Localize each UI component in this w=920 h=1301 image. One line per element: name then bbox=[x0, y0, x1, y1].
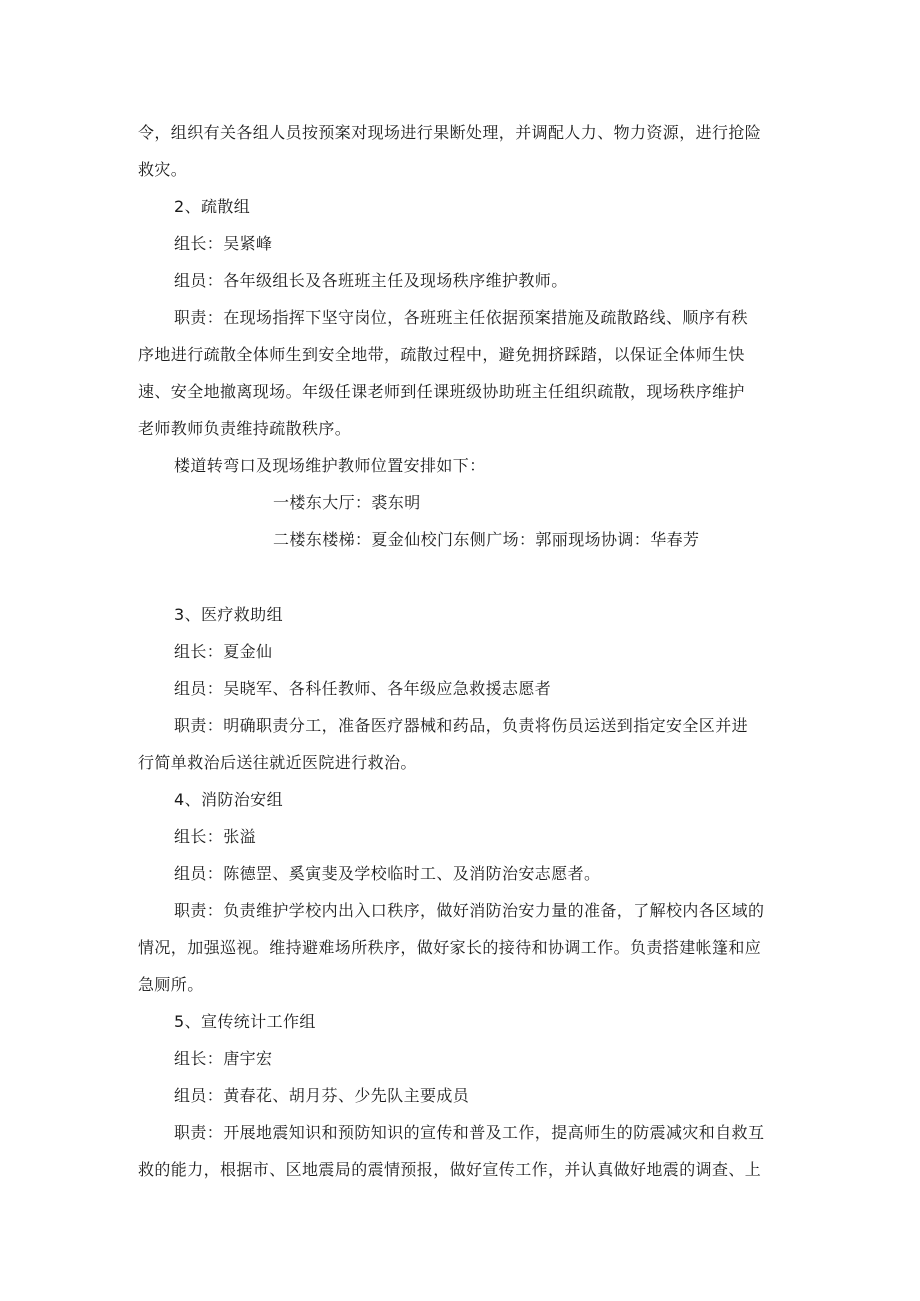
publicity-leader: 组长：唐宇宏 bbox=[174, 1049, 273, 1068]
blank-line bbox=[138, 558, 783, 596]
position-entry: 二楼东楼梯：夏金仙校门东侧广场：郭丽现场协调：华春芳 bbox=[273, 530, 700, 549]
fire-security-duty-line: 情况，加强巡视。维持避难场所秩序，做好家长的接待和协调工作。负责搭建帐篷和应 bbox=[138, 938, 762, 957]
section-heading-fire-security: 4、消防治安组 bbox=[174, 790, 283, 809]
fire-security-leader: 组长：张溢 bbox=[174, 827, 257, 846]
evacuation-duty-line: 速、安全地撤离现场。年级任课老师到任课班级协助班主任组织疏散，现场秩序维护 bbox=[138, 382, 745, 401]
medical-duty-line: 行简单救治后送往就近医院进行救治。 bbox=[138, 753, 417, 772]
evacuation-duty-line: 老师教师负责维持疏散秩序。 bbox=[138, 419, 352, 438]
positions-intro: 楼道转弯口及现场维护教师位置安排如下： bbox=[174, 456, 486, 475]
publicity-members: 组员：黄春花、胡月芬、少先队主要成员 bbox=[174, 1086, 470, 1105]
evacuation-duty-line: 序地进行疏散全体师生到安全地带，疏散过程中，避免拥挤踩踏，以保证全体师生快 bbox=[138, 345, 745, 364]
publicity-duty-line: 职责：开展地震知识和预防知识的宣传和普及工作，提高师生的防震减灾和自救互 bbox=[174, 1123, 765, 1142]
intro-line: 令，组织有关各组人员按预案对现场进行果断处理，并调配人力、物力资源，进行抢险 bbox=[138, 123, 762, 142]
publicity-duty-line: 救的能力，根据市、区地震局的震情预报，做好宣传工作，并认真做好地震的调查、上 bbox=[138, 1160, 762, 1179]
evacuation-members: 组员：各年级组长及各班班主任及现场秩序维护教师。 bbox=[174, 271, 568, 290]
section-heading-publicity: 5、宣传统计工作组 bbox=[174, 1012, 316, 1031]
document-body bbox=[138, 114, 783, 1188]
section-heading-evacuation: 2、疏散组 bbox=[174, 197, 251, 216]
evacuation-leader: 组长：吴紧峰 bbox=[174, 234, 273, 253]
medical-members: 组员：吴晓军、各科任教师、各年级应急救援志愿者 bbox=[174, 679, 552, 698]
medical-duty-line: 职责：明确职责分工，准备医疗器械和药品，负责将伤员运送到指定安全区并进 bbox=[174, 716, 749, 735]
position-entry: 一楼东大厅：裘东明 bbox=[273, 493, 421, 512]
section-heading-medical: 3、医疗救助组 bbox=[174, 605, 283, 624]
fire-security-duty-line: 急厕所。 bbox=[138, 975, 204, 994]
fire-security-members: 组员：陈德罡、奚寅斐及学校临时工、及消防治安志愿者。 bbox=[174, 864, 601, 883]
evacuation-duty-line: 职责：在现场指挥下坚守岗位，各班班主任依据预案措施及疏散路线、顺序有秩 bbox=[174, 308, 749, 327]
fire-security-duty-line: 职责：负责维护学校内出入口秩序，做好消防治安力量的准备，了解校内各区域的 bbox=[174, 901, 765, 920]
intro-line: 救灾。 bbox=[138, 160, 188, 179]
medical-leader: 组长：夏金仙 bbox=[174, 642, 273, 661]
